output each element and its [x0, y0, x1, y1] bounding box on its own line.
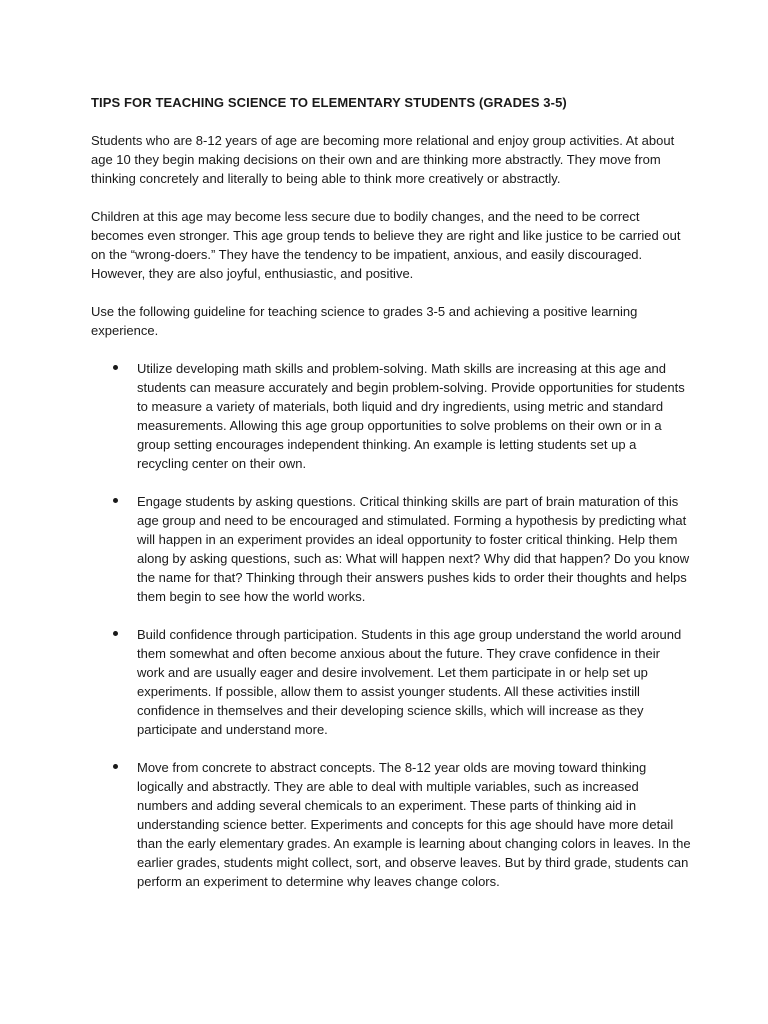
tips-list [91, 359, 691, 891]
development-paragraph: Children at this age may become less secure due to bodily changes, and the need to be correct becomes even stronger. This age group tends to believe they are right and like justice to be carried out on the “wrong-doers.” They have the tendency to be impatient, anxious, and easily discouraged. However, they are also joyful, enthusiastic, and positive. [91, 209, 681, 281]
guideline-paragraph: Use the following guideline for teaching science to grades 3-5 and achieving a positive learning experience. [91, 304, 638, 338]
bullet-icon [113, 631, 118, 636]
document-title: TIPS FOR TEACHING SCIENCE TO ELEMENTARY STUDENTS (GRADES 3-5) [91, 95, 567, 110]
list-item [91, 492, 691, 606]
list-item-text: Build confidence through participation. Students in this age group understand the world around them somewhat and often become anxious about the future. They crave confidence in their work and are usually eager and desire involvement. Let them participate in or help set up experiments. If possible, allow them to assist younger students. All these activities instill confidence in themselves and their developing science skills, which will increase as they participate and understand more. [137, 627, 682, 737]
list-item-text: Utilize developing math skills and problem-solving. Math skills are increasing at this age and students can measure accurately and begin problem-solving. Provide opportunities for students to measure a variety of materials, both liquid and dry ingredients, using metric and standard measurements. Allowing this age group opportunities to solve problems on their own or in a group setting encourages independent thinking. An example is letting students set up a recycling center on their own. [137, 361, 685, 471]
list-item [91, 758, 691, 891]
bullet-icon [113, 498, 118, 503]
list-item-text: Engage students by asking questions. Critical thinking skills are part of brain maturation of this age group and need to be encouraged and stimulated. Forming a hypothesis by predicting what will happen in an experiment provides an ideal opportunity to foster critical thinking. Help them along by asking questions, such as: What will happen next? Why did that happen? Do you know the name for that? Thinking through their answers pushes kids to order their thoughts and helps them begin to see how the world works. [137, 494, 690, 604]
document-body [91, 93, 691, 910]
list-item-text: Move from concrete to abstract concepts. The 8-12 year olds are moving toward thinking logically and abstractly. They are able to deal with multiple variables, such as increased numbers and adding several chemicals to an experiment. These parts of thinking aid in understanding science better. Experiments and concepts for this age should have more detail than the early elementary grades. An example is learning about changing colors in leaves. In the earlier grades, students might collect, sort, and observe leaves. But by third grade, students can perform an experiment to determine why leaves change colors. [137, 760, 691, 889]
list-item [91, 625, 691, 739]
bullet-icon [113, 365, 118, 370]
bullet-icon [113, 764, 118, 769]
intro-paragraph: Students who are 8-12 years of age are becoming more relational and enjoy group activities. At about age 10 they begin making decisions on their own and are thinking more abstractly. They move from thinking concretely and literally to being able to think more creatively or abstractly. [91, 133, 675, 186]
list-item [91, 359, 691, 473]
